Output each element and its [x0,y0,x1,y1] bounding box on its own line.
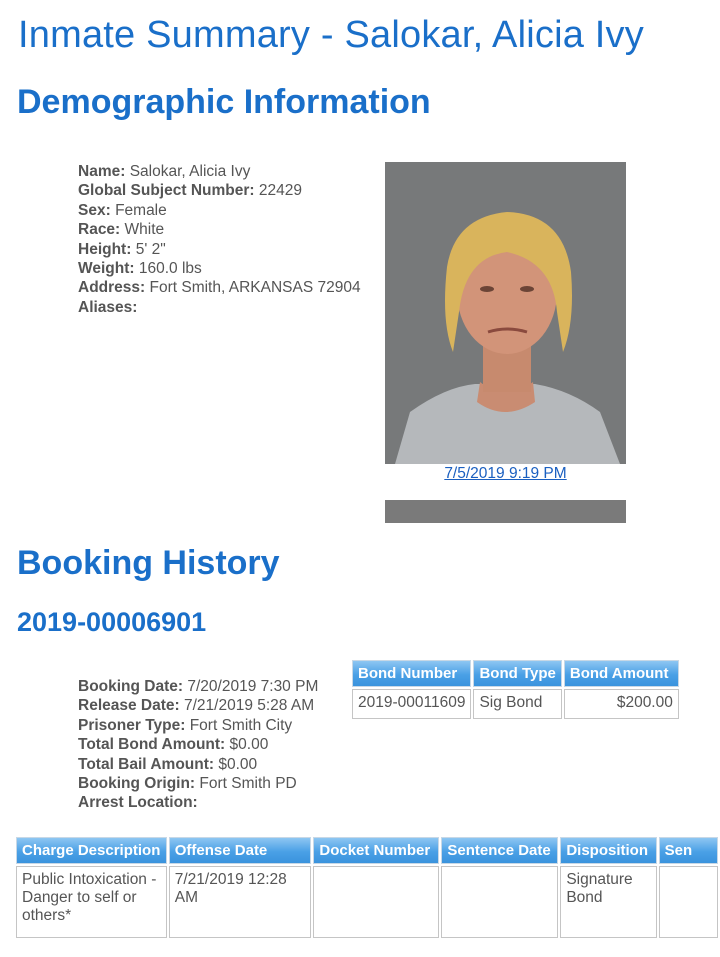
disposition-header[interactable]: Disposition [560,837,656,864]
address-field: Address: Fort Smith, ARKANSAS 72904 [78,279,361,297]
booking-history-heading: Booking History [17,544,280,582]
booking-fields [78,677,318,813]
sentence-cell [659,866,718,938]
sentence-header[interactable]: Sen [659,837,718,864]
booking-date-field: Booking Date: 7/20/2019 7:30 PM [78,678,319,695]
photo-date-link[interactable]: 7/5/2019 9:19 PM [444,465,567,482]
charge-table [14,835,720,940]
disposition-cell: Signature Bond [560,866,656,938]
table-row [352,689,679,719]
booking-number: 2019-00006901 [17,607,207,637]
weight-field: Weight: 160.0 lbs [78,260,202,278]
bond-type-cell: Sig Bond [473,689,561,719]
page-title: Inmate Summary - Salokar, Alicia Ivy [18,14,644,56]
sentence-date-header[interactable]: Sentence Date [441,837,558,864]
sentence-date-cell [441,866,558,938]
release-date-field: Release Date: 7/21/2019 5:28 AM [78,697,315,715]
bond-number-cell: 2019-00011609 [352,689,471,719]
name-field: Name: Salokar, Alicia Ivy [78,163,251,180]
aliases-field: Aliases: [78,298,138,316]
subject-number-field: Global Subject Number: 22429 [78,182,302,200]
race-field: Race: White [78,221,165,239]
second-photo [385,500,626,523]
bond-number-header[interactable]: Bond Number [352,660,471,687]
offense-date-cell: 7/21/2019 12:28 AM [169,866,312,938]
docket-number-cell [313,866,439,938]
table-row [16,866,718,938]
prisoner-type-field: Prisoner Type: Fort Smith City [78,716,293,734]
total-bond-field: Total Bond Amount: $0.00 [78,736,269,754]
bond-amount-cell: $200.00 [564,689,679,719]
bond-amount-header[interactable]: Bond Amount [564,660,679,687]
bond-type-header[interactable]: Bond Type [473,660,561,687]
height-field: Height: 5' 2" [78,240,166,258]
bond-table-header [352,660,679,687]
charge-table-header [16,837,718,864]
booking-origin-field: Booking Origin: Fort Smith PD [78,775,297,793]
demographic-heading: Demographic Information [17,83,431,121]
sex-field: Sex: Female [78,201,167,219]
offense-date-header[interactable]: Offense Date [169,837,312,864]
charge-description-cell: Public Intoxication - Danger to self or others* [16,866,167,938]
demographic-fields [78,162,361,317]
total-bail-field: Total Bail Amount: $0.00 [78,755,258,773]
mugshot-photo [385,162,626,464]
arrest-location-field: Arrest Location: [78,794,198,812]
charge-description-header[interactable]: Charge Description [16,837,167,864]
bond-table [350,658,681,721]
docket-number-header[interactable]: Docket Number [313,837,439,864]
person-portrait-icon [385,162,626,464]
